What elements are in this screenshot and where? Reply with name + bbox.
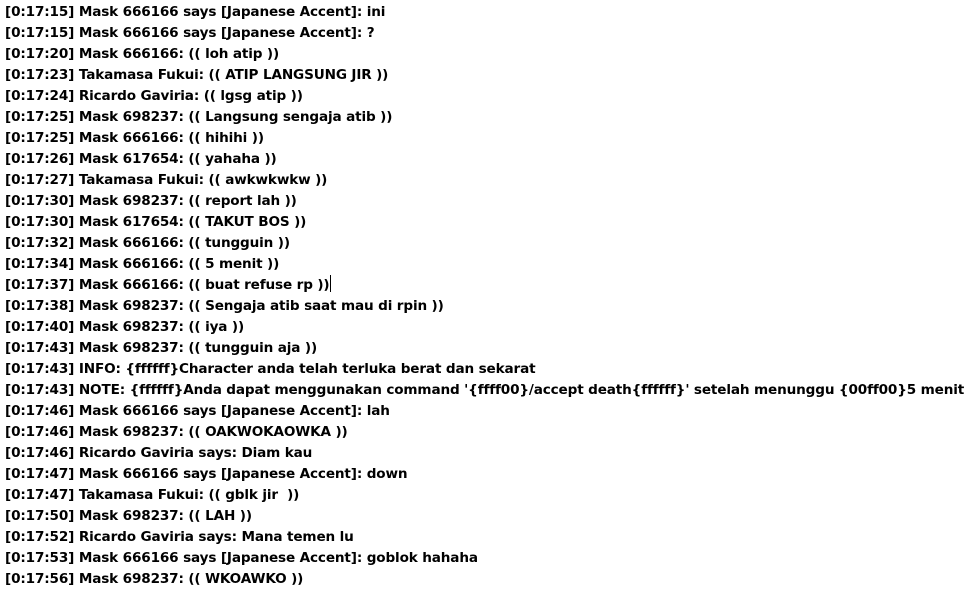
chat-line[interactable] xyxy=(5,65,964,86)
chat-line-text: [0:17:38] Mask 698237: (( Sengaja atib saat mau di rpin )) xyxy=(5,298,444,314)
chat-line[interactable] xyxy=(5,170,964,191)
chat-line[interactable] xyxy=(5,23,964,44)
chat-line-text: [0:17:40] Mask 698237: (( iya )) xyxy=(5,319,245,335)
chat-line-text: [0:17:15] Mask 666166 says [Japanese Accent]: ini xyxy=(5,4,386,20)
chat-line-text: [0:17:43] INFO: {ffffff}Character anda telah terluka berat dan sekarat xyxy=(5,361,536,377)
chat-line-text: [0:17:53] Mask 666166 says [Japanese Accent]: goblok hahaha xyxy=(5,550,478,566)
chat-line-text: [0:17:25] Mask 666166: (( hihihi )) xyxy=(5,130,264,146)
chat-line[interactable] xyxy=(5,2,964,23)
chat-line[interactable] xyxy=(5,296,964,317)
chat-line[interactable] xyxy=(5,548,964,569)
chat-line-text: [0:17:30] Mask 617654: (( TAKUT BOS )) xyxy=(5,214,307,230)
chat-line-text: [0:17:15] Mask 666166 says [Japanese Accent]: ? xyxy=(5,25,375,41)
chat-line[interactable] xyxy=(5,191,964,212)
chat-line-text: [0:17:25] Mask 698237: (( Langsung sengaja atib )) xyxy=(5,109,393,125)
chat-line-text: [0:17:26] Mask 617654: (( yahaha )) xyxy=(5,151,277,167)
chat-line[interactable] xyxy=(5,485,964,506)
chat-line-text: [0:17:47] Mask 666166 says [Japanese Accent]: down xyxy=(5,466,408,482)
chat-line[interactable] xyxy=(5,233,964,254)
chat-line-text: [0:17:47] Takamasa Fukui: (( gblk jir )) xyxy=(5,487,300,503)
text-cursor xyxy=(330,275,331,292)
chat-line-text: [0:17:46] Ricardo Gaviria says: Diam kau xyxy=(5,445,313,461)
chat-line[interactable] xyxy=(5,464,964,485)
chat-line[interactable] xyxy=(5,569,964,590)
chat-line-text: [0:17:34] Mask 666166: (( 5 menit )) xyxy=(5,256,280,272)
chat-line[interactable] xyxy=(5,506,964,527)
chat-line-text: [0:17:30] Mask 698237: (( report lah )) xyxy=(5,193,297,209)
chat-line[interactable] xyxy=(5,212,964,233)
chat-line[interactable] xyxy=(5,380,964,401)
chat-line-text: [0:17:43] Mask 698237: (( tungguin aja )) xyxy=(5,340,318,356)
chat-line[interactable] xyxy=(5,359,964,380)
chat-line[interactable] xyxy=(5,338,964,359)
chat-line[interactable] xyxy=(5,44,964,65)
chat-line[interactable] xyxy=(5,149,964,170)
chat-line[interactable] xyxy=(5,317,964,338)
chat-line[interactable] xyxy=(5,86,964,107)
chat-line[interactable] xyxy=(5,527,964,548)
chat-line-text: [0:17:20] Mask 666166: (( loh atip )) xyxy=(5,46,280,62)
chat-line-text: [0:17:52] Ricardo Gaviria says: Mana temen lu xyxy=(5,529,354,545)
chat-line[interactable] xyxy=(5,422,964,443)
chat-line-text: [0:17:56] Mask 698237: (( WKOAWKO )) xyxy=(5,571,304,587)
chat-line-text: [0:17:46] Mask 698237: (( OAKWOKAOWKA )) xyxy=(5,424,348,440)
chat-line[interactable] xyxy=(5,401,964,422)
chat-line-text: [0:17:46] Mask 666166 says [Japanese Accent]: lah xyxy=(5,403,390,419)
chat-line-text: [0:17:43] NOTE: {ffffff}Anda dapat menggunakan command '{ffff00}/accept death{ffffff}' setelah menunggu {00ff00}5 menit xyxy=(5,382,964,398)
chat-line[interactable] xyxy=(5,128,964,149)
chat-line[interactable] xyxy=(5,443,964,464)
chat-line[interactable] xyxy=(5,107,964,128)
chat-line-text: [0:17:32] Mask 666166: (( tungguin )) xyxy=(5,235,290,251)
chat-line-text: [0:17:37] Mask 666166: (( buat refuse rp )) xyxy=(5,277,330,293)
chat-line[interactable] xyxy=(5,254,964,275)
chat-line-text: [0:17:27] Takamasa Fukui: (( awkwkwkw )) xyxy=(5,172,328,188)
chat-line[interactable] xyxy=(5,275,964,296)
chat-line-text: [0:17:24] Ricardo Gaviria: (( lgsg atip )) xyxy=(5,88,303,104)
chat-line-text: [0:17:50] Mask 698237: (( LAH )) xyxy=(5,508,252,524)
chat-line-text: [0:17:23] Takamasa Fukui: (( ATIP LANGSUNG JIR )) xyxy=(5,67,389,83)
